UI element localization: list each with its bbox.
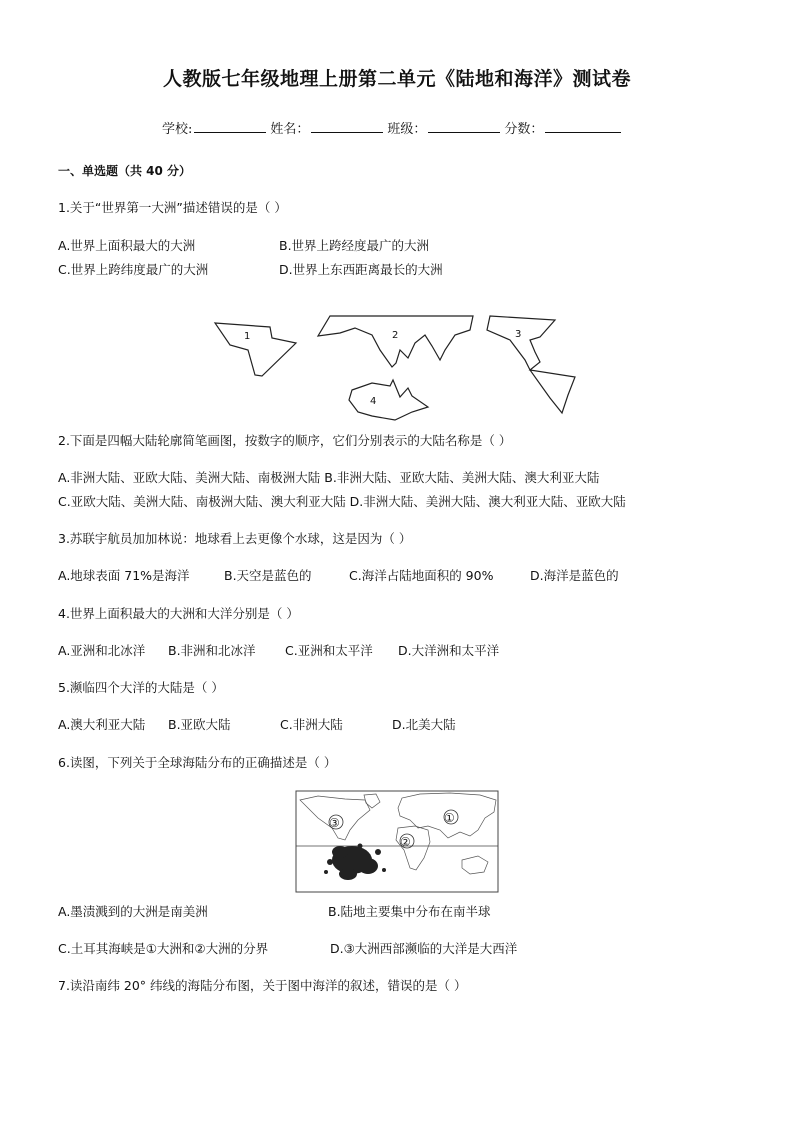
map-label-1: ① [444, 811, 455, 825]
question-5-option-b[interactable]: B.亚欧大陆 [168, 717, 231, 732]
question-1-stem: 1.关于“世界第一大洲”描述错误的是（ ） [58, 200, 287, 215]
question-5-option-d[interactable]: D.北美大陆 [392, 717, 456, 732]
question-3-option-b[interactable]: B.天空是蓝色的 [224, 568, 312, 583]
question-7-stem: 7.读沿南纬 20° 纬线的海陆分布图，关于图中海洋的叙述，错误的是（ ） [58, 978, 467, 993]
question-2-options-ab[interactable]: A.非洲大陆、亚欧大陆、美洲大陆、南极洲大陆 B.非洲大陆、亚欧大陆、美洲大陆、澳大利亚大陆 [58, 470, 600, 485]
question-6-option-d[interactable]: D.③大洲西部濒临的大洋是大西洋 [330, 941, 518, 956]
outline-label-1: 1 [244, 331, 251, 342]
question-6-option-a[interactable]: A.墨渍溅到的大洲是南美洲 [58, 904, 208, 919]
outline-label-3: 3 [515, 329, 522, 340]
class-label: 班级： [387, 122, 427, 137]
question-5-option-a[interactable]: A.澳大利亚大陆 [58, 717, 146, 732]
question-1-option-b[interactable]: B.世界上跨经度最广的大洲 [279, 238, 430, 253]
question-6-option-b[interactable]: B.陆地主要集中分布在南半球 [328, 904, 491, 919]
question-6-stem: 6.读图，下列关于全球海陆分布的正确描述是（ ） [58, 755, 337, 770]
map-label-3: ③ [329, 816, 340, 830]
question-2-options-cd[interactable]: C.亚欧大陆、美洲大陆、南极洲大陆、澳大利亚大陆 D.非洲大陆、美洲大陆、澳大利亚大陆、亚欧大陆 [58, 494, 626, 509]
question-3-option-d[interactable]: D.海洋是蓝色的 [530, 568, 619, 583]
question-1-option-c[interactable]: C.世界上跨纬度最广的大洲 [58, 262, 209, 277]
question-4-option-d[interactable]: D.大洋洲和太平洋 [398, 643, 500, 658]
question-3-option-c[interactable]: C.海洋占陆地面积的 90% [349, 568, 494, 583]
question-1-option-a[interactable]: A.世界上面积最大的大洲 [58, 238, 196, 253]
map-label-2: ② [400, 835, 411, 849]
section-heading: 一、单选题（共 40 分） [58, 164, 192, 178]
question-1-option-d[interactable]: D.世界上东西距离最长的大洲 [279, 262, 443, 277]
question-4-option-a[interactable]: A.亚洲和北冰洋 [58, 643, 146, 658]
page-title: 人教版七年级地理上册第二单元《陆地和海洋》测试卷 [162, 68, 631, 90]
question-3-stem: 3.苏联宇航员加加林说：地球看上去更像个水球，这是因为（ ） [58, 531, 412, 546]
question-3-option-a[interactable]: A.地球表面 71%是海洋 [58, 568, 190, 583]
question-5-option-c[interactable]: C.非洲大陆 [280, 717, 343, 732]
outline-label-4: 4 [370, 396, 377, 407]
question-6-option-c[interactable]: C.土耳其海峡是①大洲和②大洲的分界 [58, 941, 269, 956]
name-label: 姓名： [270, 122, 310, 137]
school-label: 学校: [162, 122, 193, 137]
question-4-option-c[interactable]: C.亚洲和太平洋 [285, 643, 373, 658]
question-5-stem: 5.濒临四个大洋的大陆是（ ） [58, 680, 224, 695]
question-2-stem: 2.下面是四幅大陆轮廓简笔画图，按数字的顺序，它们分别表示的大陆名称是（ ） [58, 433, 512, 448]
score-label: 分数： [504, 122, 544, 137]
outline-label-2: 2 [392, 330, 399, 341]
question-4-option-b[interactable]: B.非洲和北冰洋 [168, 643, 256, 658]
question-4-stem: 4.世界上面积最大的大洲和大洋分别是（ ） [58, 606, 299, 621]
